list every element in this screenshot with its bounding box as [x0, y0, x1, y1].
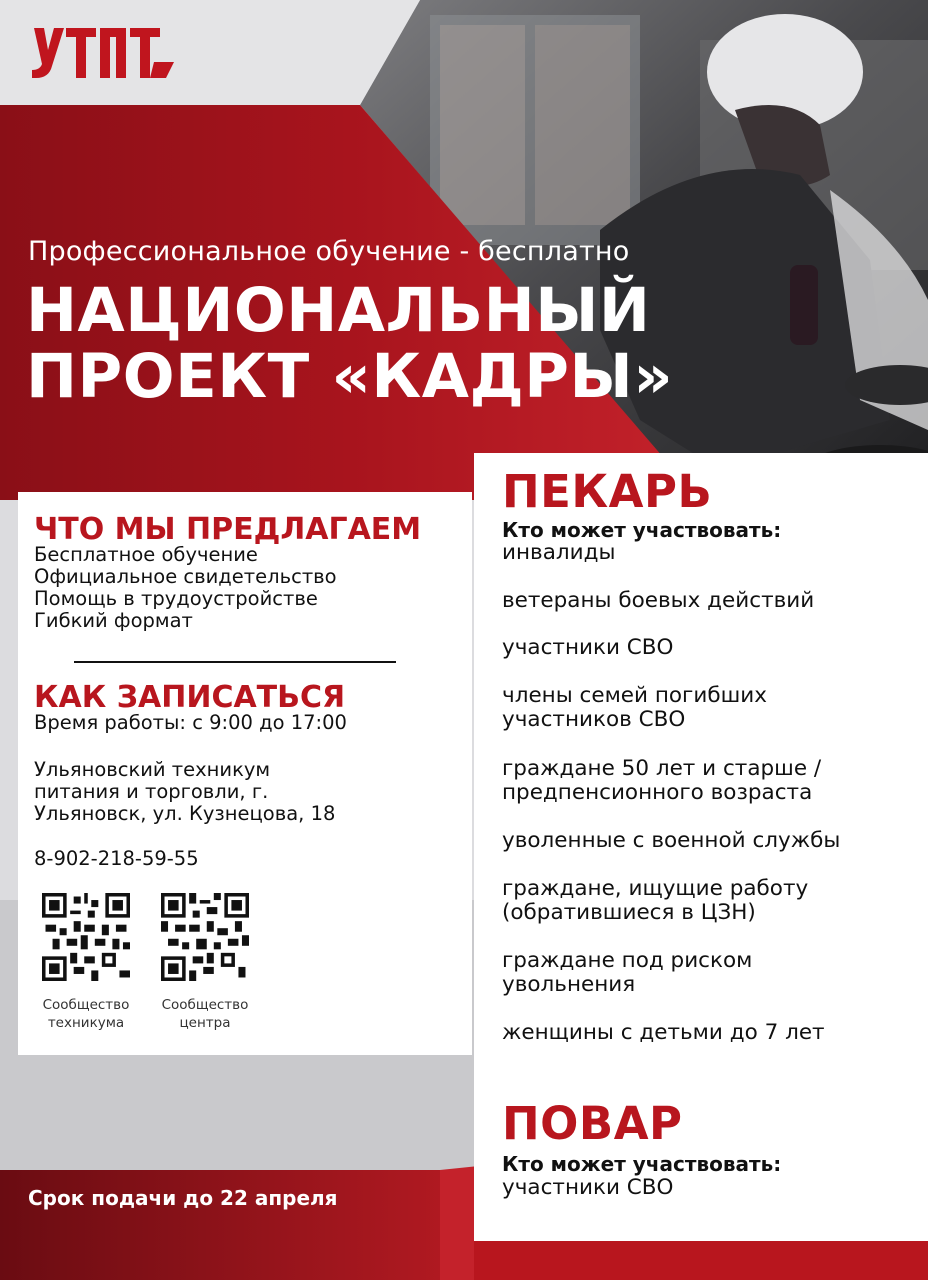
signup-title: КАК ЗАПИСАТЬСЯ	[34, 680, 346, 715]
eligibility-item-line: участников СВО	[502, 707, 686, 732]
eligibility-item: инвалиды	[502, 540, 616, 565]
address	[34, 759, 335, 825]
offer-title: ЧТО МЫ ПРЕДЛАГАЕМ	[34, 512, 422, 547]
offer-item: Официальное свидетельство	[34, 565, 337, 588]
qr-caption	[31, 996, 141, 1032]
eligibility-item-line: граждане, ищущие работу	[502, 876, 809, 901]
address-line: Ульяновский техникум	[34, 758, 271, 781]
eligibility-item-line: члены семей погибших	[502, 683, 767, 708]
qr-caption-line: центра	[179, 1015, 231, 1031]
eligibility-item-line: увольнения	[502, 972, 636, 997]
eligibility-item: уволенные с военной службы	[502, 828, 841, 853]
deadline-text: Срок подачи до 22 апреля	[28, 1186, 338, 1210]
eligibility-item-line: (обратившиеся в ЦЗН)	[502, 900, 756, 925]
phone-number[interactable]: 8-902-218-59-55	[34, 847, 199, 870]
headline	[26, 275, 674, 412]
offer-item: Бесплатное обучение	[34, 543, 258, 566]
cook-who-label: Кто может участвовать:	[502, 1152, 782, 1176]
qr-code-icon[interactable]	[42, 893, 130, 981]
offer-list	[34, 544, 337, 632]
qr-caption-line: Сообщество	[161, 997, 249, 1013]
qr-code-icon[interactable]	[161, 893, 249, 981]
headline-line-1: НАЦИОНАЛЬНЫЙ	[26, 275, 651, 346]
cook-title: ПОВАР	[502, 1097, 683, 1150]
eligibility-item: участники СВО	[502, 1175, 674, 1200]
eligibility-item-line: граждане под риском	[502, 948, 753, 973]
headline-line-2: ПРОЕКТ «КАДРЫ»	[26, 341, 674, 412]
eligibility-item	[502, 877, 808, 925]
divider	[74, 661, 396, 663]
address-line: Ульяновск, ул. Кузнецова, 18	[34, 802, 336, 825]
qr-caption	[150, 996, 260, 1032]
offer-item: Гибкий формат	[34, 609, 193, 632]
eligibility-item	[502, 684, 767, 732]
eligibility-item	[502, 757, 821, 805]
work-hours: Время работы: с 9:00 до 17:00	[34, 711, 347, 734]
eligibility-item-line: предпенсионного возраста	[502, 780, 813, 805]
subtitle: Профессиональное обучение - бесплатно	[28, 236, 630, 267]
eligibility-item: ветераны боевых действий	[502, 588, 815, 613]
utpt-logo-icon	[30, 22, 178, 84]
address-line: питания и торговли, г.	[34, 780, 269, 803]
eligibility-item: участники СВО	[502, 635, 674, 660]
eligibility-item: женщины с детьми до 7 лет	[502, 1020, 825, 1045]
baker-title: ПЕКАРЬ	[502, 465, 713, 518]
eligibility-item-line: граждане 50 лет и старше /	[502, 756, 822, 781]
eligibility-item	[502, 949, 752, 997]
offer-item: Помощь в трудоустройстве	[34, 587, 318, 610]
qr-caption-line: техникума	[47, 1015, 125, 1031]
qr-caption-line: Сообщество	[42, 997, 130, 1013]
baker-who-label: Кто может участвовать:	[502, 518, 782, 542]
